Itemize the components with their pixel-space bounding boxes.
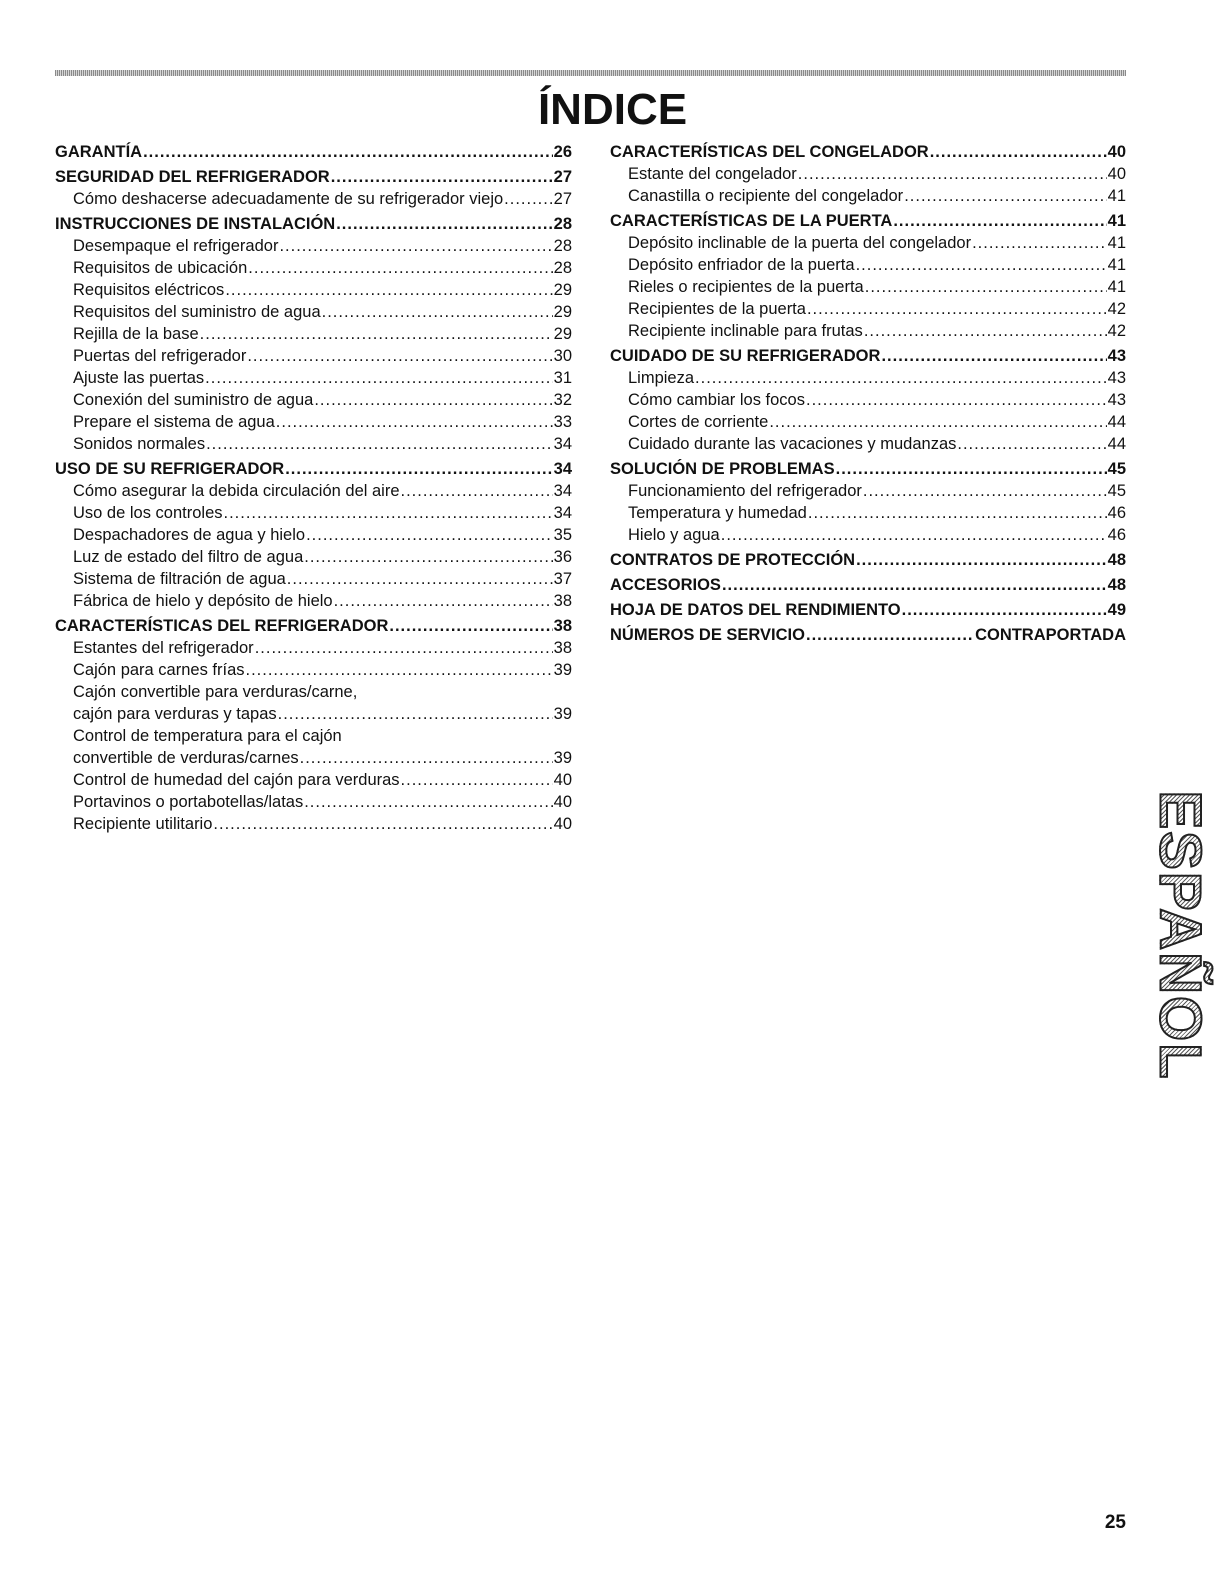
dot-leader <box>864 320 1107 342</box>
toc-entry-label: Temperatura y humedad <box>628 504 807 522</box>
toc-subentry <box>610 276 1126 298</box>
dot-leader <box>865 276 1107 298</box>
toc-entry-page: 43 <box>1107 347 1126 365</box>
toc-section-entry <box>55 141 572 163</box>
toc-entry-page: 40 <box>553 771 572 789</box>
toc-entry-page: 27 <box>553 168 572 186</box>
dot-leader <box>278 703 553 725</box>
toc-entry-label: Recipiente utilitario <box>73 815 213 833</box>
dot-leader <box>401 769 553 791</box>
toc-entry-page: 43 <box>1107 369 1126 387</box>
toc-subentry <box>610 232 1126 254</box>
dot-leader <box>721 524 1107 546</box>
toc-entry-label: Requisitos eléctricos <box>73 281 225 299</box>
dot-leader <box>304 791 552 813</box>
toc-entry-page: 34 <box>553 504 572 522</box>
toc-entry-label: Canastilla o recipiente del congelador <box>628 187 904 205</box>
toc-subentry <box>55 725 572 747</box>
toc-entry-page: 45 <box>1107 460 1126 478</box>
toc-subentry <box>610 254 1126 276</box>
toc-entry-page: 39 <box>553 705 572 723</box>
dot-leader <box>213 813 552 835</box>
toc-entry-page: 42 <box>1107 322 1126 340</box>
dot-leader <box>143 141 553 163</box>
toc-entry-label: Uso de los controles <box>73 504 223 522</box>
dot-leader <box>331 166 553 188</box>
dot-leader <box>807 298 1107 320</box>
toc-entry-label: SEGURIDAD DEL REFRIGERADOR <box>55 168 330 186</box>
toc-subentry <box>55 345 572 367</box>
page-title: ÍNDICE <box>537 85 688 134</box>
toc-entry-page: 27 <box>553 190 572 208</box>
toc-entry-label: cajón para verduras y tapas <box>73 705 277 723</box>
toc-right-column <box>610 141 1126 646</box>
toc-entry-page: 40 <box>1107 165 1126 183</box>
toc-entry-label: Limpieza <box>628 369 695 387</box>
toc-subentry <box>55 235 572 257</box>
dot-leader <box>930 141 1107 163</box>
toc-entry-label: Sistema de filtración de agua <box>73 570 286 588</box>
dot-leader <box>389 615 552 637</box>
toc-entry-page: 43 <box>1107 391 1126 409</box>
toc-entry-label: Cajón para carnes frías <box>73 661 245 679</box>
toc-entry-label: convertible de verduras/carnes <box>73 749 299 767</box>
toc-subentry <box>55 433 572 455</box>
toc-entry-page: 26 <box>553 143 572 161</box>
dot-leader <box>863 480 1107 502</box>
toc-entry-page: 40 <box>553 815 572 833</box>
toc-entry-page: 42 <box>1107 300 1126 318</box>
toc-entry-label: Puertas del refrigerador <box>73 347 247 365</box>
toc-entry-page: 41 <box>1107 234 1126 252</box>
toc-entry-label: Conexión del suministro de agua <box>73 391 314 409</box>
toc-entry-label: CARACTERÍSTICAS DEL REFRIGERADOR <box>55 617 389 635</box>
toc-entry-label: Desempaque el refrigerador <box>73 237 279 255</box>
toc-section-entry <box>610 624 1126 646</box>
language-side-tab <box>1147 789 1213 1081</box>
toc-entry-label: Fábrica de hielo y depósito de hielo <box>73 592 333 610</box>
toc-section-entry <box>610 458 1126 480</box>
dot-leader <box>247 345 552 367</box>
dot-leader <box>306 524 553 546</box>
dot-leader <box>881 345 1106 367</box>
toc-entry-label: ACCESORIOS <box>610 576 721 594</box>
toc-entry-page: 28 <box>553 237 572 255</box>
dot-leader <box>205 367 552 389</box>
toc-entry-page: 39 <box>553 749 572 767</box>
toc-entry-page: 40 <box>1107 143 1126 161</box>
dot-leader <box>285 458 552 480</box>
toc-entry-page: 29 <box>553 325 572 343</box>
dot-leader <box>224 502 553 524</box>
toc-entry-label: CUIDADO DE SU REFRIGERADOR <box>610 347 881 365</box>
toc-entry-page: 48 <box>1107 576 1126 594</box>
toc-entry-page: 38 <box>553 639 572 657</box>
dot-leader <box>206 433 553 455</box>
toc-section-entry <box>55 615 572 637</box>
toc-entry-label: Depósito enfriador de la puerta <box>628 256 855 274</box>
toc-entry-page: 44 <box>1107 413 1126 431</box>
toc-entry-page: 48 <box>1107 551 1126 569</box>
dot-leader <box>248 257 552 279</box>
toc-subentry <box>55 637 572 659</box>
toc-subentry <box>610 320 1126 342</box>
toc-subentry <box>610 524 1126 546</box>
toc-entry-label: INSTRUCCIONES DE INSTALACIÓN <box>55 215 336 233</box>
toc-left-column <box>55 141 572 835</box>
toc-entry-page: 36 <box>553 548 572 566</box>
toc-entry-page: 41 <box>1107 256 1126 274</box>
toc-entry-page: 41 <box>1107 278 1126 296</box>
dot-leader <box>769 411 1106 433</box>
toc-subentry <box>610 480 1126 502</box>
toc-entry-label: Estantes del refrigerador <box>73 639 254 657</box>
toc-entry-label: Cómo deshacerse adecuadamente de su refrigerador viejo <box>73 190 504 208</box>
toc-entry-page: 31 <box>553 369 572 387</box>
toc-entry-page: 38 <box>553 617 572 635</box>
toc-entry-label: Sonidos normales <box>73 435 206 453</box>
toc-subentry <box>55 813 572 835</box>
toc-subentry <box>55 769 572 791</box>
toc-entry-label: Cuidado durante las vacaciones y mudanzas <box>628 435 957 453</box>
toc-entry-label: Requisitos de ubicación <box>73 259 248 277</box>
dot-leader <box>287 568 553 590</box>
dot-leader <box>722 574 1107 596</box>
toc-entry-label: Funcionamiento del refrigerador <box>628 482 862 500</box>
toc-subentry <box>55 480 572 502</box>
toc-section-entry <box>55 458 572 480</box>
side-tab-label: ESPAÑOL <box>1147 789 1213 1081</box>
dot-leader <box>504 188 552 210</box>
dot-leader <box>806 624 974 646</box>
toc-section-entry <box>610 574 1126 596</box>
dot-leader <box>225 279 552 301</box>
toc-subentry <box>55 257 572 279</box>
toc-entry-label: USO DE SU REFRIGERADOR <box>55 460 285 478</box>
toc-subentry <box>610 411 1126 433</box>
toc-entry-page: 28 <box>553 215 572 233</box>
toc-subentry <box>55 188 572 210</box>
toc-subentry <box>55 659 572 681</box>
toc-subentry <box>55 411 572 433</box>
toc-entry-page: 37 <box>553 570 572 588</box>
toc-entry-label: CARACTERÍSTICAS DE LA PUERTA <box>610 212 893 230</box>
toc-entry-label: Control de humedad del cajón para verduras <box>73 771 400 789</box>
toc-entry-label: Luz de estado del filtro de agua <box>73 548 304 566</box>
toc-subentry <box>610 389 1126 411</box>
dot-leader <box>200 323 553 345</box>
dot-leader <box>893 210 1106 232</box>
toc-entry-page: 49 <box>1107 601 1126 619</box>
dot-leader <box>336 213 552 235</box>
toc-entry-label: Estante del congelador <box>628 165 797 183</box>
toc-subentry <box>55 747 572 769</box>
toc-entry-label: Cortes de corriente <box>628 413 769 431</box>
toc-subentry <box>610 367 1126 389</box>
toc-entry-page: 34 <box>553 435 572 453</box>
toc-entry-label: Control de temperatura para el cajón <box>73 727 342 745</box>
toc-entry-label: Ajuste las puertas <box>73 369 205 387</box>
toc-entry-label: Rejilla de la base <box>73 325 199 343</box>
toc-entry-page: 29 <box>553 303 572 321</box>
toc-section-entry <box>610 210 1126 232</box>
toc-subentry <box>610 502 1126 524</box>
page-number: 25 <box>1104 1512 1126 1533</box>
toc-subentry <box>55 703 572 725</box>
toc-subentry <box>55 502 572 524</box>
dot-leader <box>902 599 1107 621</box>
dot-leader <box>904 185 1106 207</box>
dot-leader <box>856 254 1107 276</box>
dot-leader <box>246 659 553 681</box>
dot-leader <box>401 480 553 502</box>
toc-entry-page: 41 <box>1107 187 1126 205</box>
toc-entry-label: Requisitos del suministro de agua <box>73 303 321 321</box>
toc-entry-label: Depósito inclinable de la puerta del congelador <box>628 234 972 252</box>
toc-entry-label: Cajón convertible para verduras/carne, <box>73 683 358 701</box>
toc-section-entry <box>55 166 572 188</box>
toc-entry-label: CONTRATOS DE PROTECCIÓN <box>610 551 856 569</box>
toc-entry-page: 46 <box>1107 504 1126 522</box>
toc-entry-page: 29 <box>553 281 572 299</box>
toc-entry-label: Portavinos o portabotellas/latas <box>73 793 304 811</box>
dot-leader <box>322 301 553 323</box>
toc-entry-page: 33 <box>553 413 572 431</box>
toc-entry-label: Hielo y agua <box>628 526 720 544</box>
dot-leader <box>300 747 553 769</box>
toc-entry-page: 40 <box>553 793 572 811</box>
dot-leader <box>304 546 552 568</box>
toc-subentry <box>55 546 572 568</box>
top-rule <box>55 70 1126 76</box>
toc-entry-page: 38 <box>553 592 572 610</box>
dot-leader <box>334 590 553 612</box>
dot-leader <box>808 502 1107 524</box>
toc-section-entry <box>610 599 1126 621</box>
dot-leader <box>806 389 1107 411</box>
toc-entry-label: HOJA DE DATOS DEL RENDIMIENTO <box>610 601 901 619</box>
dot-leader <box>279 235 552 257</box>
toc-entry-label: Cómo cambiar los focos <box>628 391 805 409</box>
toc-subentry <box>55 681 572 703</box>
toc-entry-page: 34 <box>553 460 572 478</box>
toc-subentry <box>55 279 572 301</box>
toc-section-entry <box>610 549 1126 571</box>
dot-leader <box>972 232 1107 254</box>
toc-entry-page: 35 <box>553 526 572 544</box>
toc-subentry <box>610 185 1126 207</box>
toc-entry-page: CONTRAPORTADA <box>975 626 1126 644</box>
toc-entry-page: 34 <box>553 482 572 500</box>
toc-entry-page: 41 <box>1107 212 1126 230</box>
toc-entry-label: Recipientes de la puerta <box>628 300 806 318</box>
toc-section-entry <box>610 345 1126 367</box>
toc-entry-label: Cómo asegurar la debida circulación del aire <box>73 482 400 500</box>
toc-entry-label: Prepare el sistema de agua <box>73 413 275 431</box>
dot-leader <box>957 433 1106 455</box>
toc-subentry <box>55 791 572 813</box>
dot-leader <box>314 389 552 411</box>
dot-leader <box>856 549 1107 571</box>
toc-subentry <box>55 590 572 612</box>
toc-entry-label: NÚMEROS DE SERVICIO <box>610 626 805 644</box>
dot-leader <box>798 163 1107 185</box>
toc-entry-page: 28 <box>553 259 572 277</box>
toc-subentry <box>610 298 1126 320</box>
toc-entry-page: 45 <box>1107 482 1126 500</box>
toc-entry-label: GARANTÍA <box>55 143 143 161</box>
toc-subentry <box>55 367 572 389</box>
toc-entry-page: 44 <box>1107 435 1126 453</box>
toc-entry-label: CARACTERÍSTICAS DEL CONGELADOR <box>610 143 929 161</box>
dot-leader <box>255 637 553 659</box>
toc-subentry <box>610 163 1126 185</box>
toc-entry-page: 30 <box>553 347 572 365</box>
toc-entry-label: Recipiente inclinable para frutas <box>628 322 863 340</box>
toc-section-entry <box>55 213 572 235</box>
toc-subentry <box>55 389 572 411</box>
toc-subentry <box>55 568 572 590</box>
toc-subentry <box>610 433 1126 455</box>
dot-leader <box>276 411 553 433</box>
toc-entry-label: Rieles o recipientes de la puerta <box>628 278 864 296</box>
toc-section-entry <box>610 141 1126 163</box>
toc-entry-page: 32 <box>553 391 572 409</box>
toc-subentry <box>55 301 572 323</box>
toc-entry-page: 39 <box>553 661 572 679</box>
toc-entry-page: 46 <box>1107 526 1126 544</box>
toc-subentry <box>55 524 572 546</box>
dot-leader <box>695 367 1107 389</box>
toc-entry-label: Despachadores de agua y hielo <box>73 526 306 544</box>
toc-entry-label: SOLUCIÓN DE PROBLEMAS <box>610 460 835 478</box>
toc-subentry <box>55 323 572 345</box>
dot-leader <box>836 458 1107 480</box>
